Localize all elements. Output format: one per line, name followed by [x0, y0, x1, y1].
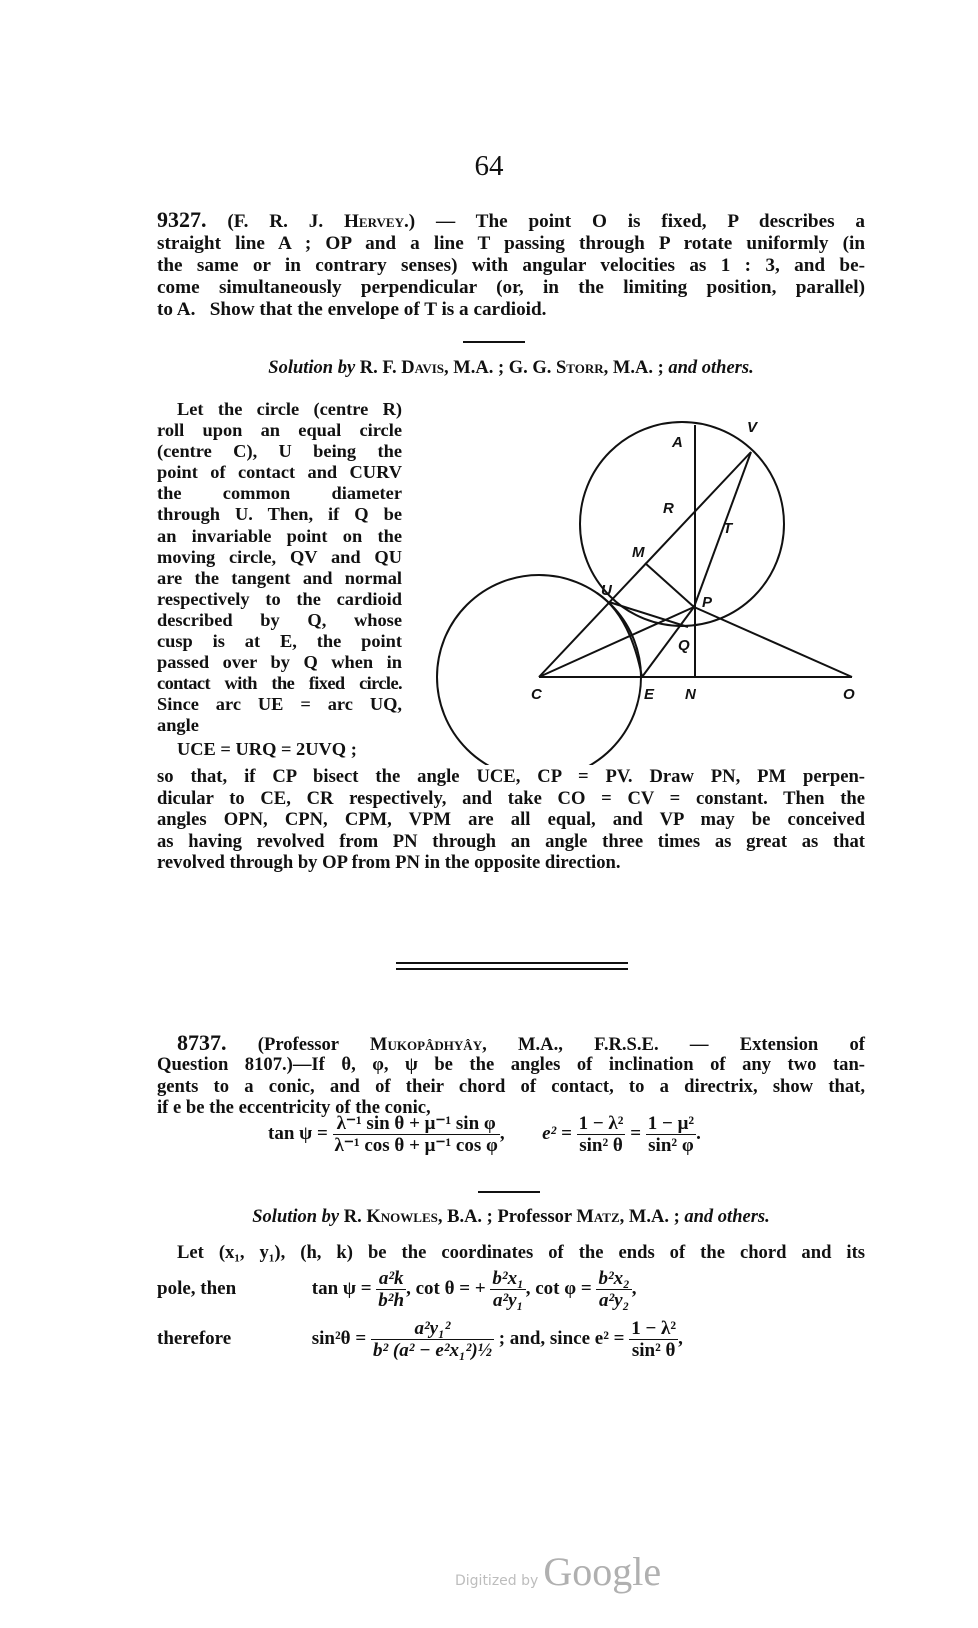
solver-initials: R. [343, 1207, 367, 1227]
and-others: and others. [684, 1207, 770, 1227]
text-line: point of contact and CURV [157, 462, 402, 483]
text-line: gents to a conic, and of their chord of contact, to a directrix, show that, [157, 1075, 865, 1097]
line-CV [539, 452, 751, 677]
label-E: E [644, 686, 655, 703]
text-line: respectively to the cardioid [157, 588, 402, 609]
formula-part: ; and, since e² = [498, 1327, 625, 1349]
numerator: b²x₁ [492, 1268, 524, 1289]
solver-degree: , M.A. ; [619, 1207, 680, 1227]
label-R: R [663, 500, 674, 517]
solution-header-9327 [157, 358, 865, 379]
question-9327 [157, 209, 865, 321]
fraction [376, 1268, 406, 1311]
label-M: M [632, 544, 645, 561]
author-open: (F. R. J. [227, 211, 344, 232]
cardioid-diagram [410, 395, 865, 765]
text-line: Let the circle (centre R) [177, 399, 402, 419]
solver-name: Knowles [366, 1207, 438, 1227]
text-line: Question 8107.)—If θ, φ, ψ be the angles of inclination of any two tan- [157, 1054, 865, 1075]
question-text: The point O is fixed, P describes a [475, 211, 866, 232]
formula-part: sin²θ = [311, 1327, 367, 1349]
fraction [629, 1318, 678, 1361]
text-line: angles OPN, CPN, CPM, VPM are all equal, and VP may be conceived [157, 809, 865, 830]
text-line: if e be the eccentricity of the conic, [157, 1097, 431, 1119]
formula-part: , cot φ = [525, 1277, 592, 1299]
solver-degree: , B.A. ; Professor [437, 1207, 577, 1227]
label-O: O [843, 686, 855, 703]
solver-degree: , M.A. ; G. G. [444, 358, 557, 378]
text-line: roll upon an equal circle [157, 420, 402, 441]
text-line: so that, if CP bisect the angle UCE, CP = PV. Draw PN, PM perpen- [157, 766, 865, 787]
e-squared: e² = [542, 1122, 572, 1144]
and-others: and others. [668, 358, 754, 378]
question-9327-line-1 [157, 209, 865, 233]
text-line: through U. Then, if Q be [157, 504, 402, 525]
author-close: .) — [403, 211, 456, 232]
label-C: C [531, 686, 542, 703]
section-divider-top [396, 962, 628, 964]
google-logo: Google [543, 1549, 662, 1594]
author-close: , M.A., F.R.S.E. — Extension of [482, 1034, 865, 1055]
label-T: T [723, 520, 733, 537]
fraction [333, 1113, 500, 1156]
text-line: dicular to CE, CR respectively, and take CO = CV = constant. Then the [157, 787, 865, 809]
fraction [490, 1268, 525, 1311]
fraction [371, 1318, 494, 1361]
formula-part: , [631, 1277, 637, 1299]
numerator: a²y₁² [414, 1318, 451, 1339]
formula-part: , cot θ = + [406, 1277, 486, 1299]
google-watermark [455, 1548, 661, 1595]
text-line: an invariable point on the [157, 525, 402, 546]
author-name: Mukopâdhyây [369, 1034, 483, 1055]
comma: , [499, 1122, 505, 1144]
text-line: passed over by Q when in [157, 652, 402, 673]
line-CP [539, 607, 694, 677]
label-Q: Q [678, 637, 690, 654]
label-U: U [601, 582, 612, 599]
denominator: sin² φ [646, 1134, 696, 1156]
text-line: moving circle, QV and QU [157, 546, 402, 567]
formula-part: tan ψ = [311, 1277, 372, 1299]
denominator: b²h [378, 1290, 405, 1311]
label-P: P [702, 594, 713, 611]
numerator: λ⁻¹ sin θ + μ⁻¹ sin φ [336, 1113, 496, 1134]
question-8737-line-1 [177, 1032, 865, 1056]
page-number: 64 [474, 150, 504, 182]
numerator: 1 − λ² [631, 1318, 677, 1339]
numerator: a²k [378, 1268, 404, 1289]
question-8737 [177, 1032, 865, 1056]
solution-header-8737 [157, 1207, 865, 1228]
pole-label: pole, then [157, 1277, 237, 1299]
formula-part: , [678, 1327, 683, 1349]
let-line: Let (x₁, y₁), (h, k) be the coordinates of the ends of the chord and its [177, 1242, 865, 1263]
fraction [596, 1268, 631, 1311]
fraction [577, 1113, 626, 1156]
solution-continuation [157, 766, 865, 874]
text-line: are the tangent and normal [157, 567, 402, 588]
text-line: as having revolved from PN through an angle three times as great as that [157, 830, 865, 852]
solver-name: Matz [576, 1207, 620, 1227]
text-line: the common diameter [157, 483, 402, 504]
solver-name: Davis [401, 358, 444, 378]
question-formula [268, 1113, 701, 1156]
text-line: Since arc UE = arc UQ, [157, 694, 402, 715]
text-line: revolved through by OP from PN in the opposite direction. [157, 852, 621, 873]
line-PO [694, 607, 852, 677]
denominator: sin² θ [577, 1134, 626, 1156]
formula-lhs: tan ψ = [268, 1122, 328, 1144]
solver-degree: , M.A. ; [603, 358, 664, 378]
denominator: b² (a² − e²x₁²)½ [372, 1340, 492, 1361]
text-line: (centre C), U being the [157, 441, 402, 462]
therefore-line [157, 1318, 865, 1361]
pole-line [157, 1268, 865, 1311]
denominator: a²y₁ [490, 1289, 525, 1311]
question-9327-line-2: straight line A ; OP and a line T passing through P rotate uniformly (in [157, 233, 865, 254]
section-divider-bottom [396, 968, 628, 970]
numerator: 1 − μ² [647, 1113, 695, 1134]
fraction [646, 1113, 696, 1156]
solution-by: Solution by [252, 1207, 340, 1227]
solution-by: Solution by [268, 358, 356, 378]
text-line: described by Q, whose [157, 609, 402, 630]
question-9327-line-3: the same or in contrary senses) with angular velocities as 1 : 3, and be- [157, 255, 865, 276]
text-line: cusp is at E, the point [157, 631, 402, 652]
line-MP [645, 563, 694, 607]
short-rule [478, 1191, 540, 1193]
question-number: 9327. [157, 207, 207, 232]
period: . [696, 1122, 701, 1144]
question-8737-body [157, 1054, 865, 1119]
solver-name: Storr [556, 358, 604, 378]
denominator: sin² θ [629, 1339, 678, 1361]
solution-left-column [157, 399, 402, 760]
question-9327-line-4: come simultaneously perpendicular (or, in the limiting position, parallel) [157, 277, 865, 298]
text-line: angle [157, 715, 199, 736]
numerator: b²x₂ [598, 1268, 630, 1289]
solver-initials: R. F. [359, 358, 402, 378]
question-9327-line-5: to A. Show that the envelope of T is a cardioid. [157, 299, 547, 320]
therefore-label: therefore [157, 1327, 232, 1349]
author-open: (Professor [257, 1034, 370, 1055]
watermark-prefix: Digitized by [455, 1573, 539, 1589]
denominator: a²y₂ [596, 1289, 631, 1311]
author-name: Hervey [343, 211, 404, 232]
question-number: 8737. [177, 1030, 227, 1055]
label-A: A [672, 434, 683, 451]
numerator: 1 − λ² [578, 1113, 624, 1134]
equation-line: UCE = URQ = 2UVQ ; [177, 738, 357, 759]
text-line: contact with the fixed circle. [157, 673, 402, 694]
short-rule [463, 341, 525, 343]
label-V: V [747, 419, 758, 436]
denominator: λ⁻¹ cos θ + μ⁻¹ cos φ [334, 1135, 498, 1156]
label-N: N [685, 686, 696, 703]
equals: = [630, 1122, 642, 1144]
